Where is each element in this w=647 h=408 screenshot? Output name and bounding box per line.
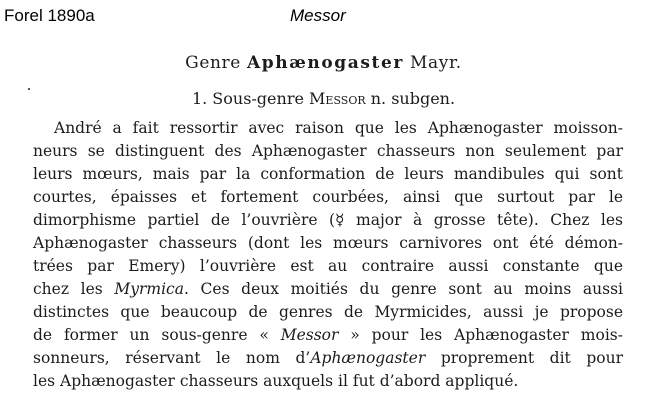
text-line-10-part-a: de former un sous-genre « xyxy=(33,326,269,344)
text-line-1: André a fait ressortir avec raison que les Aphænogaster moisson- xyxy=(54,119,623,137)
text-line-9: distinctes que beaucoup de genres de Myrmicides, aussi je propose xyxy=(33,303,623,321)
body-paragraph xyxy=(33,117,623,393)
text-line-2: neurs se distinguent des Aphænogaster chasseurs non seulement par xyxy=(33,142,623,160)
genus-name: Aphænogaster xyxy=(246,53,404,73)
text-line-7: trées par Emery) l’ouvrière est au contraire aussi constante que xyxy=(33,257,623,275)
subgenus-messor-inline: Messor xyxy=(280,326,339,344)
subgenus-name: Messor xyxy=(309,89,366,108)
genus-prefix: Genre xyxy=(185,53,241,73)
text-line-11-part-c: proprement dit pour xyxy=(440,349,623,367)
text-line-11 xyxy=(33,347,623,370)
text-line-11-part-a: sonneurs, réservant le nom d’ xyxy=(33,349,311,367)
genus-aphaenogaster-inline: Aphænogaster xyxy=(310,349,426,367)
genus-author: Mayr. xyxy=(410,53,462,73)
subgenus-suffix: n. subgen. xyxy=(370,89,456,108)
text-line-3: leurs mœurs, mais par la conformation de leurs mandibules qui sont xyxy=(33,165,623,183)
text-line-4: courtes, épaisses et fortement courbées, ainsi que surtout par le xyxy=(33,188,623,206)
subgenus-heading xyxy=(0,89,647,108)
subgenus-number: 1. Sous-genre xyxy=(191,89,304,108)
text-line-12: les Aphænogaster chasseurs auxquels il fut d’abord appliqué. xyxy=(33,372,519,390)
text-line-6: Aphænogaster chasseurs (dont les mœurs carnivores ont été démon- xyxy=(33,234,623,252)
citation-label: Forel 1890a xyxy=(4,6,95,25)
text-line-8 xyxy=(33,278,623,301)
text-line-10 xyxy=(33,324,623,347)
genus-label: Messor xyxy=(290,6,346,25)
genus-myrmica: Myrmica xyxy=(114,280,184,298)
text-line-5: dimorphisme partiel de l’ouvrière (☿ major à grosse tête). Chez les xyxy=(33,211,623,229)
genus-heading xyxy=(0,53,647,73)
text-line-8-part-a: chez les xyxy=(33,280,103,298)
text-line-8-part-c: . Ces deux moitiés du genre sont au moins aussi xyxy=(183,280,623,298)
text-line-10-part-c: » pour les Aphænogaster mois- xyxy=(350,326,623,344)
